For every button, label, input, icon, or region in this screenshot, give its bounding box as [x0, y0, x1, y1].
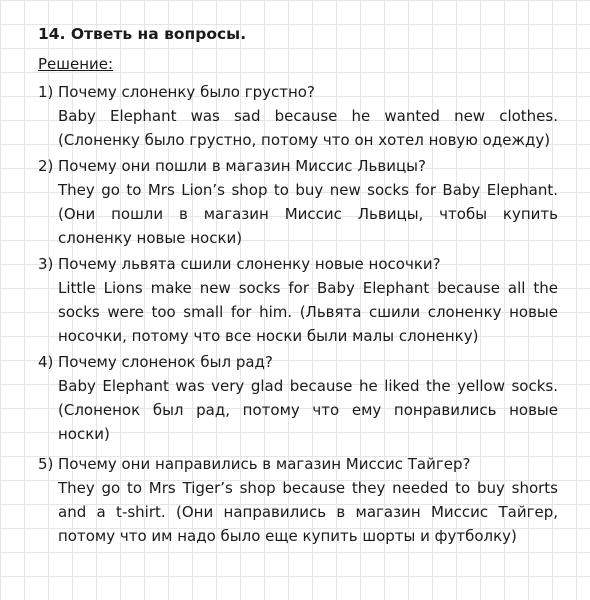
question-number: 5): [38, 455, 54, 473]
answer-4: Baby Elephant was very glad because he liked the yellow socks. (Слоненок был рад, потому что ему понравились новые носки): [58, 377, 558, 443]
question-4: [38, 350, 558, 374]
question-number: 4): [38, 353, 54, 371]
question-5: [38, 452, 558, 476]
question-text: Почему львята сшили слоненку новые носочки?: [58, 255, 441, 273]
question-number: 1): [38, 83, 54, 101]
qa-item-5: [38, 452, 558, 548]
question-number: 3): [38, 255, 54, 273]
question-text: Почему слоненку было грустно?: [58, 83, 315, 101]
qa-list: [38, 80, 558, 548]
question-3: [38, 252, 558, 276]
answer-5: They go to Mrs Tiger’s shop because they needed to buy shorts and a t-shirt. (Они направились в магазин Миссис Тайгер, потому что им надо было еще купить шорты и футболку): [58, 479, 558, 545]
question-text: Почему они направились в магазин Миссис Тайгер?: [58, 455, 471, 473]
answer-3: Little Lions make new socks for Baby Elephant because all the socks were too small for him. (Львята сшили слоненку новые носочки, потому что все носки были малы слоненку): [58, 279, 558, 345]
answer-2: They go to Mrs Lion’s shop to buy new socks for Baby Elephant. (Они пошли в магазин Миссис Львицы, чтобы купить слоненку новые носки): [58, 181, 558, 247]
question-text: Почему они пошли в магазин Миссис Львицы?: [58, 157, 426, 175]
question-number: 2): [38, 157, 54, 175]
qa-item-4: [38, 350, 558, 446]
qa-item-2: [38, 154, 558, 250]
answer-1: Baby Elephant was sad because he wanted new clothes. (Слоненку было грустно, потому что он хотел новую одежду): [58, 107, 558, 149]
question-2: [38, 154, 558, 178]
solution-label: Решение:: [38, 55, 114, 73]
exercise-title: 14. Ответь на вопросы.: [38, 25, 247, 43]
qa-item-3: [38, 252, 558, 348]
question-1: [38, 80, 558, 104]
qa-item-1: [38, 80, 558, 152]
question-text: Почему слоненок был рад?: [58, 353, 273, 371]
